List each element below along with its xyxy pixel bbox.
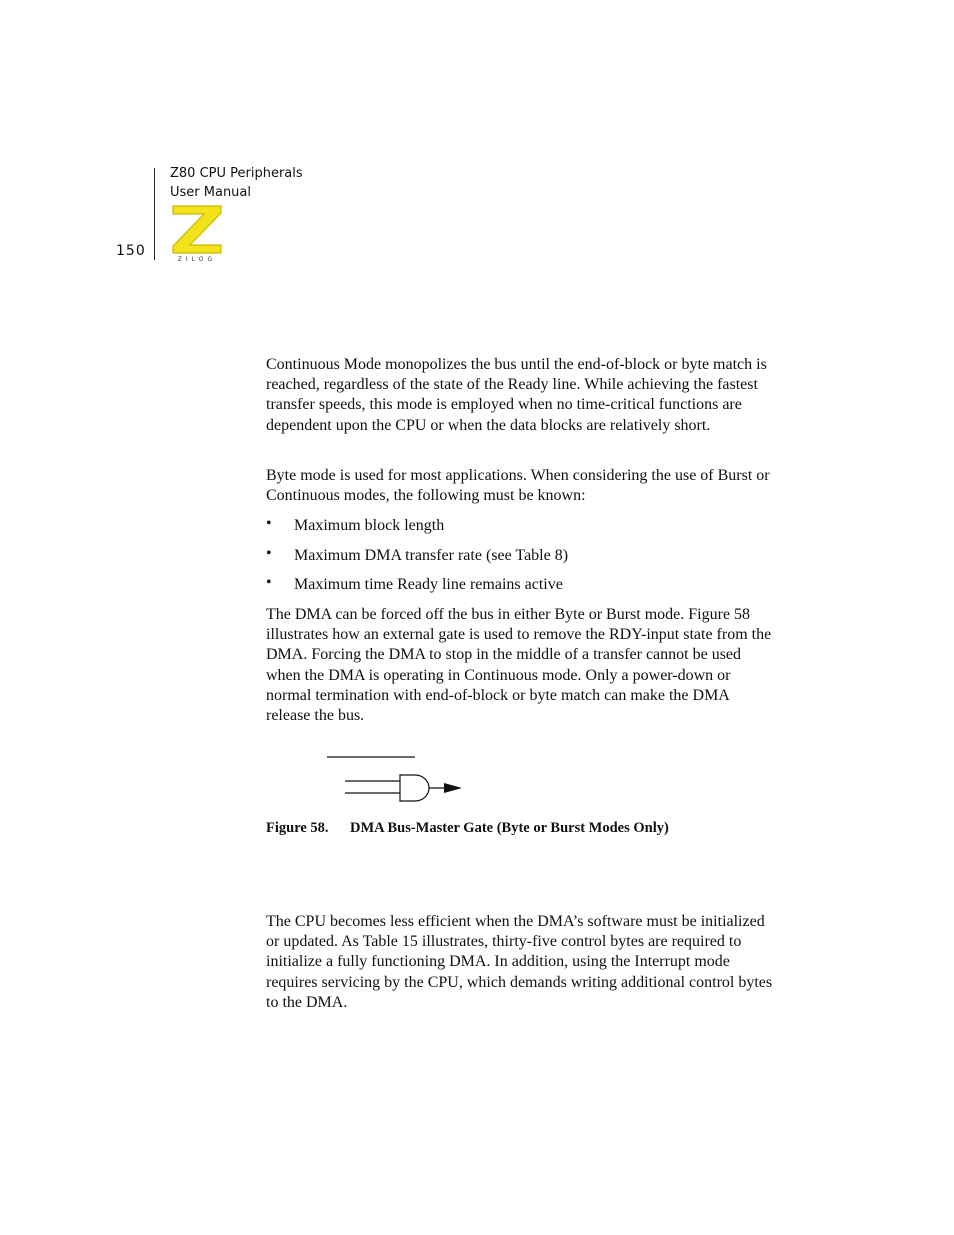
paragraph-continuous-mode: Continuous Mode monopolizes the bus until the end-of-block or byte match is reached, regardless of the state of the Ready line. While achieving the fastest transfer speeds, this mode is employed when no time-critical functions are dependent upon the CPU or when the data blocks are relatively short. [266,356,767,434]
figure-58-gate-diagram [320,748,480,808]
bullet-icon: • [266,574,272,591]
figure-number: Figure 58. [266,820,329,836]
paragraph-forced-off-bus: The DMA can be forced off the bus in either Byte or Burst mode. Figure 58 illustrates how an external gate is used to remove the RDY-input state from the DMA. Forcing the DMA to stop in the middle of a transfer cannot be used when the DMA is operating in Continuous mode. Only a power-down or normal termination with end-of-block or byte match can make the DMA release the bus. [266,606,772,725]
zilog-logo [170,204,224,262]
manual-title-line2: User Manual [170,185,252,200]
manual-title [170,164,303,202]
paragraph-cpu-efficiency: The CPU becomes less efficient when the DMA’s software must be initialized or updated. As Table 15 illustrates, thirty-five control bytes are required to initialize a fully functioning DMA. In addition, using the Interrupt mode requires servicing by the CPU, which demands writing additional control bytes to the DMA. [266,913,773,1011]
manual-title-line1: Z80 CPU Peripherals [170,166,303,181]
figure-caption-text: DMA Bus-Master Gate (Byte or Burst Modes Only) [350,820,669,836]
requirements-list [266,516,776,605]
list-item-text: Maximum block length [294,517,445,534]
output-arrow-icon [444,783,462,793]
list-item [266,546,776,576]
figure-caption [266,820,669,837]
bullet-icon: • [266,515,272,532]
zilog-z-mark [173,206,221,253]
header-divider [154,168,155,260]
zilog-logo-text: ZILOG [177,256,217,262]
paragraph-byte-mode: Byte mode is used for most applications. When considering the use of Burst or Continuous modes, the following must be known: [266,467,770,505]
list-item-text: Maximum DMA transfer rate (see Table 8) [294,546,569,564]
page-number: 150 [116,243,146,259]
bullet-icon: • [266,544,272,562]
and-gate-icon [400,775,429,801]
list-item [266,516,776,546]
list-item [266,575,776,605]
list-item-text: Maximum time Ready line remains active [294,576,563,593]
